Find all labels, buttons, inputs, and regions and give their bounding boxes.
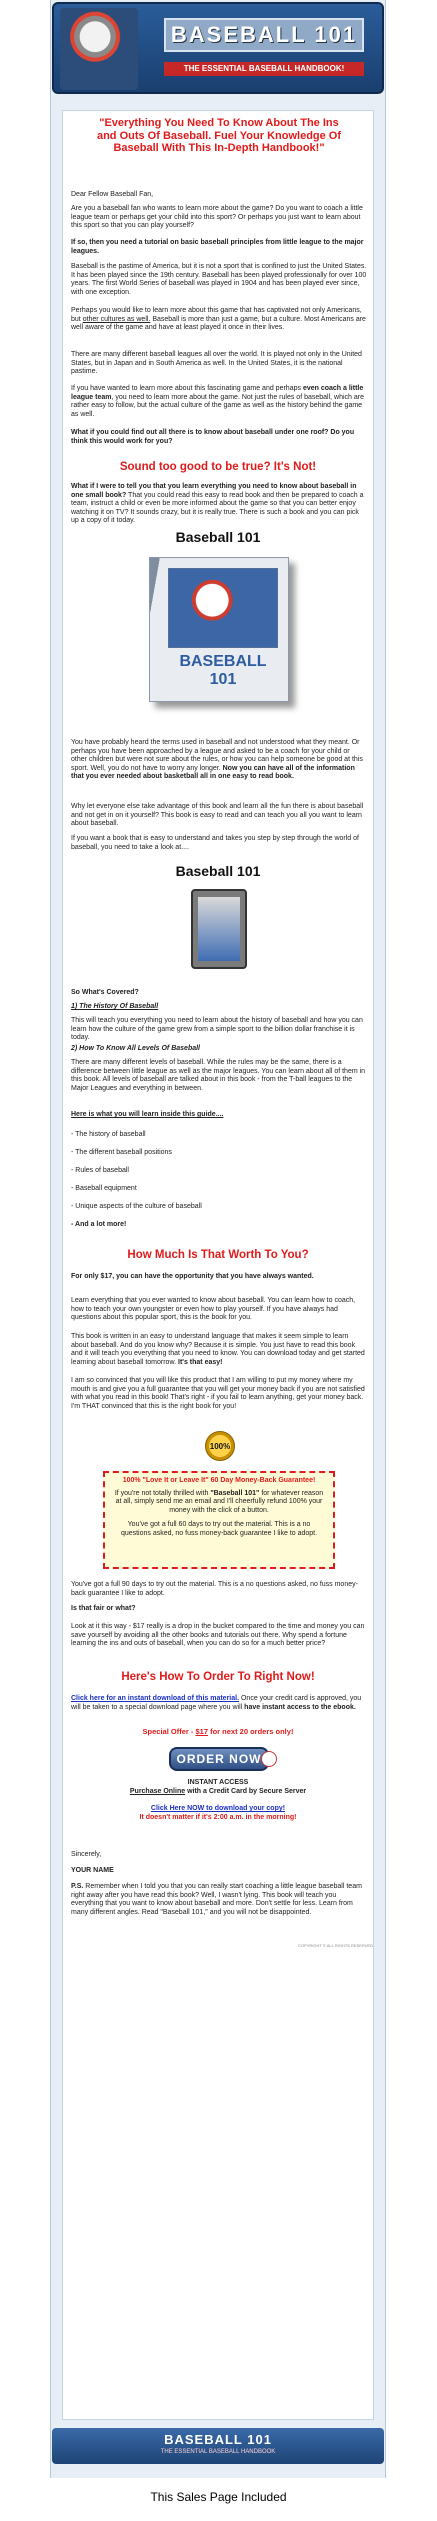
worth-paragraph-3 xyxy=(71,1333,367,1367)
intro-p4-text-b: Baseball is more than just a game, but a culture. Most Americans are well aware of the game and have at least played it once in their lives. xyxy=(71,315,366,331)
ebook-reader-screen xyxy=(198,897,240,961)
intro-p6-bold: even coach a little league team xyxy=(71,385,364,401)
too-good-heading: Sound too good to be true? It's Not! xyxy=(119,461,317,473)
inside-item-2: - The different baseball positions xyxy=(71,1149,172,1156)
salutation: Dear Fellow Baseball Fan, xyxy=(71,191,154,198)
intro-paragraph-4 xyxy=(71,307,367,333)
inside-item-more: - And a lot more! xyxy=(71,1221,127,1228)
ebook-cover-image xyxy=(149,557,289,702)
download-copy-line xyxy=(63,1805,373,1812)
product-title-2: Baseball 101 xyxy=(175,863,261,879)
intro-paragraph-1: Are you a baseball fan who wants to learn more about the game? Do you want to coach a little league team or perhaps get your child into this sport? Or perhaps you just want to learn about this sport so that you can play yourself? xyxy=(71,205,363,229)
worth-p3-text: This book is written in an easy to understand language that makes it seem simple to learn about baseball. And do you know why? Because it is simple. You just have to read this book and it will teach you everything that you need to know. You can download today and get started learning about baseball tomorrow. xyxy=(71,1333,365,1366)
section-levels-text: There are many different levels of baseball. While the rules may be the same, there is a difference between little league as well as the major leagues. You can learn about all of them in this book. All levels of baseball are talked about in this book - from the T-ball leagues to the Major Leagues and everything in between. xyxy=(71,1059,366,1092)
footer-title: BASEBALL 101 xyxy=(164,2432,272,2447)
ps-text: Remember when I told you that you can really start coaching a little league baseball team right away after you have read this book? Well, I wasn't lying. This book will teach you everything that you want to know about baseball and more. Don't settle for less. Learn from many different angles. Read "Baseball 101," and you will not be disappointed. xyxy=(71,1883,362,1916)
worth-paragraph-4: I am so convinced that you will like this product that I am willing to put my money where my mouth is and give you a full guarantee that you will get your money back if you are not satisfied with what you read in this book! That's right - if you fail to learn anything, get your money back. I'm THAT convinced that this is the right book for you! xyxy=(71,1377,365,1410)
footer-subtitle: THE ESSENTIAL BASEBALL HANDBOOK xyxy=(160,2449,276,2455)
worth-heading: How Much Is That Worth To You? xyxy=(127,1249,309,1261)
page-caption: This Sales Page Included xyxy=(150,2490,287,2504)
mid-p1-bold: Now you can have all of the information that you ever needed about basketball all in one easy to read book. xyxy=(71,764,355,780)
inside-item-1: - The history of baseball xyxy=(71,1131,146,1138)
what-if-paragraph xyxy=(71,483,367,526)
guarantee-p1-bold: "Baseball 101" xyxy=(210,1489,260,1497)
guarantee-box xyxy=(103,1471,335,1569)
header-subtitle: THE ESSENTIAL BASEBALL HANDBOOK! xyxy=(164,62,364,76)
intro-p4-text-a: Perhaps you would like to learn more about this game that has captivated not only Americans, but xyxy=(71,307,362,323)
intro-paragraph-2: If so, then you need a tutorial on basic baseball principles from little league to the major leagues. xyxy=(71,239,364,255)
intro-paragraph-7: What if you could find out all there is to know about baseball under one roof? Do you think this would work for you? xyxy=(71,429,355,445)
order-heading: Here's How To Order To Right Now! xyxy=(121,1671,315,1683)
worth-paragraph-1: For only $17, you can have the opportunity that you have always wanted. xyxy=(71,1273,314,1280)
mid-paragraph-1 xyxy=(71,739,367,782)
ps-label: P.S. xyxy=(71,1883,84,1890)
guarantee-seal-icon: 100% xyxy=(205,1431,235,1461)
instant-download-link[interactable]: Click here for an instant download of this material. xyxy=(71,1695,240,1702)
inside-guide-heading: Here is what you will learn inside this guide.... xyxy=(71,1111,224,1118)
header-banner xyxy=(52,2,384,94)
guarantee-title: 100% "Love It or Leave It" 60 Day Money-Back Guarantee! xyxy=(122,1477,316,1484)
intro-p6-text-a: If you have wanted to learn more about this fascinating game and perhaps xyxy=(71,385,303,392)
main-headline: "Everything You Need To Know About The Ins and Outs Of Baseball. Fuel Your Knowledge Of Baseball With This In-Depth Handbook!" xyxy=(96,117,342,154)
ebook-reader-image xyxy=(191,889,247,969)
baseball-icon xyxy=(261,1751,277,1767)
special-offer-text-a: Special Offer - xyxy=(142,1727,196,1736)
worth-paragraph-2: Learn everything that you ever wanted to know about baseball. You can learn how to coach, how to teach your own youngster or even how to play yourself. If you have always had questions about this popular sport, this is the book for you. xyxy=(71,1297,356,1321)
what-if-rest: That you could read this easy to read book and then be prepared to coach a team, instruct a child or even be more informed about the game so that you can better enjoy watching it on TV? It sounds crazy, but it is really true. There is such a book and you can pick up a copy of it today. xyxy=(71,491,364,524)
copyright: COPYRIGHT © ALL RIGHTS RESERVED xyxy=(298,1943,373,1948)
guarantee-p1-b: for whatever reason at all, simply send me an email and I'll cheerfully refund 100% your money with the click of a button. xyxy=(115,1489,324,1514)
ebook-cover-photo xyxy=(168,568,278,648)
intro-paragraph-3: Baseball is the pastime of America, but it is not a sport that is confined to just the United States. It has been played since the 19th century. Baseball has been played professionally for over 100 years. The first World Series of baseball was played in 1904 and has been played ever since, with one exception. xyxy=(71,263,367,296)
guarantee-paragraph-1 xyxy=(113,1490,325,1516)
intro-paragraph-6 xyxy=(71,385,367,419)
inside-item-4: - Baseball equipment xyxy=(71,1185,137,1192)
guarantee-p1-a: If you're not totally thrilled with xyxy=(114,1489,211,1497)
section-history-text: This will teach you everything you need to learn about the history of baseball and how you can learn how the culture of the game grew from a simple sport to the billion dollar franchise it is today. xyxy=(71,1017,363,1041)
intro-paragraph-5: There are many different baseball leagues all over the world. It is played not only in the United States, but in Japan and in South America as well. In the United States, it is the national pastime. xyxy=(71,351,362,375)
ps-paragraph xyxy=(71,1883,367,1917)
order-p1-text: Once your credit card is approved, you will be taken to a special download page where you will xyxy=(71,1695,362,1711)
intro-p6-text-b: , you need to learn more about the game. Not just the rules of baseball, which are rather easy to follow, but the actual culture of the game as well as the history behind the game as well. xyxy=(71,393,365,418)
inside-item-5: - Unique aspects of the culture of baseball xyxy=(71,1203,202,1210)
inside-item-3: - Rules of baseball xyxy=(71,1167,129,1174)
mid-paragraph-2: Why let everyone else take advantage of this book and learn all the fun there is about baseball and not get in on it yourself? This book is easy to read and can teach you all you want to learn about baseball. xyxy=(71,803,364,827)
special-offer-text-b: for next 20 orders only! xyxy=(208,1727,294,1736)
baseball-player-image xyxy=(60,8,138,90)
sales-content xyxy=(62,110,374,2420)
what-if-bold: What if I were to tell you that you learn everything you need to know about baseball in one small book? xyxy=(71,483,357,499)
after-guarantee-text: You've got a full 90 days to try out the material. This is a no questions asked, no fuss money-back guarantee I like to adopt. xyxy=(71,1581,358,1597)
anytime-text: It doesn't matter if it's 2:00 a.m. in the morning! xyxy=(139,1814,297,1821)
download-copy-link[interactable]: Click Here NOW to download your copy! xyxy=(150,1805,286,1812)
mid-paragraph-3: If you want a book that is easy to understand and takes you step by step through the world of baseball, you need to take a look at.... xyxy=(71,835,359,851)
fair-question: Is that fair or what? xyxy=(71,1605,136,1612)
sincerely: Sincerely, xyxy=(71,1851,102,1858)
product-title-1: Baseball 101 xyxy=(175,529,261,545)
purchase-online-text: Purchase Online xyxy=(129,1788,186,1795)
whats-covered-heading: So What's Covered? xyxy=(71,989,139,996)
guarantee-paragraph-2: You've got a full 60 days to try out the material. This is a no questions asked, no fuss money-back guarantee I like to adopt. xyxy=(120,1521,318,1537)
header-title: BASEBALL 101 xyxy=(164,18,364,52)
special-offer xyxy=(63,1727,373,1736)
special-offer-price: $17 xyxy=(195,1727,208,1736)
instant-access-label: INSTANT ACCESS xyxy=(187,1779,249,1786)
other-cultures-link[interactable]: other cultures as well. xyxy=(82,315,151,323)
order-p1-bold: have instant access to the ebook. xyxy=(244,1703,356,1711)
order-paragraph xyxy=(71,1695,367,1712)
footer-banner xyxy=(52,2428,384,2464)
mid-p1-text: You have probably heard the terms used in baseball and not understood what they meant. Or perhaps you have been approached by a league and asked to be a coach for your child or other children but were not sure about the rules, or how you can help someone be good at this sport. Well, you do not have to worry any longer. xyxy=(71,739,363,772)
purchase-online-line xyxy=(63,1788,373,1795)
section-history-heading: 1) The History Of Baseball xyxy=(71,1003,159,1010)
purchase-secure-text: with a Credit Card by Secure Server xyxy=(185,1788,307,1795)
signature-name: YOUR NAME xyxy=(71,1867,114,1874)
ebook-cover-label: BASEBALL 101 xyxy=(179,653,267,688)
section-levels-heading: 2) How To Know All Levels Of Baseball xyxy=(71,1045,201,1052)
order-now-button[interactable]: ORDER NOW xyxy=(169,1747,269,1771)
worth-p3-bold: It's that easy! xyxy=(178,1358,223,1366)
look-paragraph: Look at it this way - $17 really is a drop in the bucket compared to the time and money you can save yourself by avoiding all the other books and tutorials out there. Why spend a fortune learning the ins and outs of baseball, when you can do so for a much better price? xyxy=(71,1623,365,1647)
